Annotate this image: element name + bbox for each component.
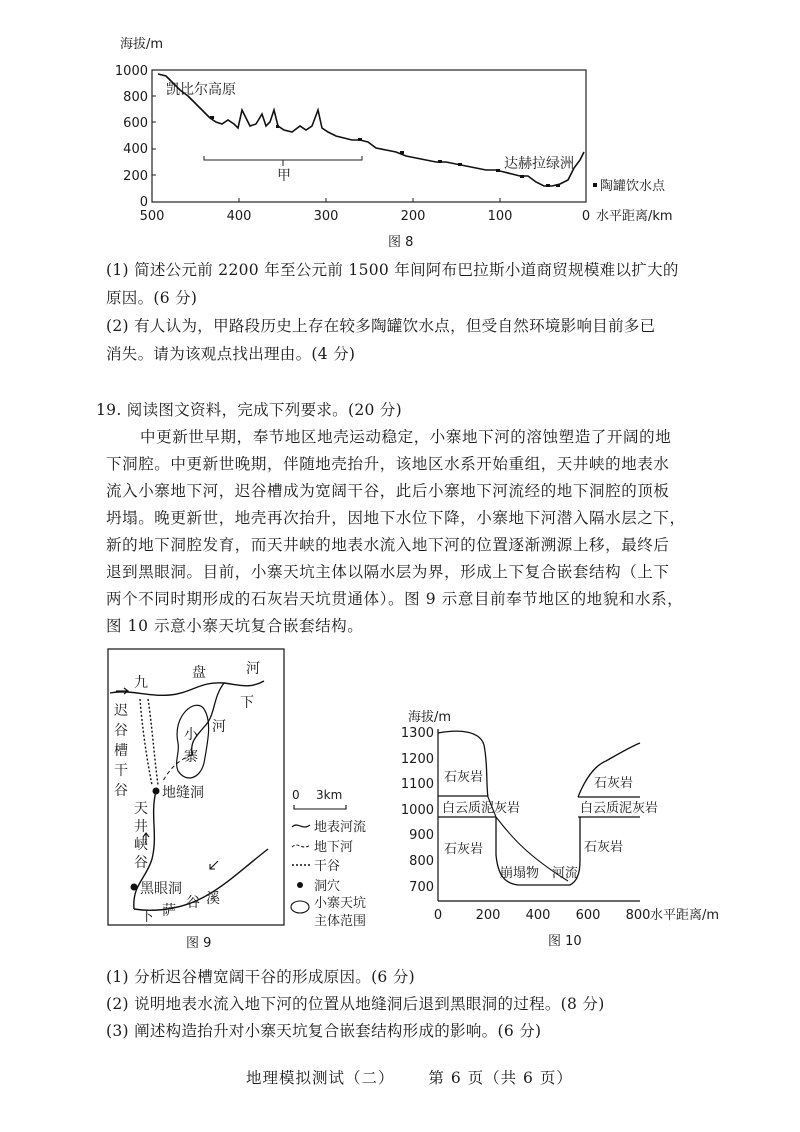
fig10-x-label: 水平距离/m: [650, 908, 720, 923]
fig8-ytick: 1000: [114, 64, 148, 79]
q19-heading: 19. 阅读图文资料，完成下列要求。(20 分): [96, 401, 403, 419]
fig9-scale-km: 3km: [316, 788, 343, 802]
fig10-dolomite-label: 白云质泥灰岩: [442, 801, 521, 816]
q19-passage-line: 两个不同时期形成的石灰岩天坑贯通体）。图 9 示意目前奉节地区的地貌和水系，: [106, 590, 684, 608]
fig9-legend-surface-icon: [292, 825, 310, 827]
fig9-caption: 图 9: [186, 936, 212, 951]
fig8-plateau-label: 凯比尔高原: [166, 82, 236, 98]
fig10-limestone-label: 石灰岩: [594, 776, 634, 791]
fig8-caption: 图 8: [388, 235, 414, 250]
q19-item2: (2) 说明地表水流入地下河的位置从地缝洞后退到黑眼洞的过程。(8 分): [106, 995, 605, 1013]
fig9-saxi-river: [134, 849, 268, 910]
footer: [246, 1066, 573, 1088]
fig10-river-label: 河流: [552, 866, 579, 881]
fig10-limestone-label: 石灰岩: [584, 840, 624, 855]
q19-passage-line: 中更新世早期，奉节地区地壳运动稳定，小寨地下河的溶蚀塑造了开阔的地: [140, 428, 672, 446]
fig9-cave-difeng: [153, 788, 160, 795]
fig10-ytick: 1200: [400, 752, 434, 767]
fig10-dolomite-label: 白云质泥灰岩: [580, 801, 659, 816]
fig8-ytick: 200: [123, 169, 148, 184]
q18-item1: (1) 简述公元前 2200 年至公元前 1500 年间阿布巴拉斯小道商贸规模难以扩大的: [106, 261, 679, 279]
fig10-ytick: 700: [409, 880, 434, 895]
fig10-xtick: 0: [433, 908, 443, 923]
fig10-ytick: 1300: [400, 726, 434, 741]
fig9-cave-heiyan: [131, 884, 138, 891]
fig8-ytick: 400: [123, 142, 148, 157]
figure-10-section: [400, 705, 760, 955]
fig9-chigucao-label: 谷: [114, 723, 128, 739]
fig9-xiaozhai-label: 小: [184, 727, 198, 743]
fig9-legend-label: 主体范围: [314, 914, 367, 929]
fig9-scale-zero: 0: [292, 788, 300, 802]
fig9-cave-label: 地缝洞: [162, 785, 204, 801]
footer-page: 第 6 页（共 6 页）: [428, 1069, 573, 1087]
fig10-limestone-label: 石灰岩: [444, 770, 484, 785]
fig8-legend-point-label: 陶罐饮水点: [600, 179, 666, 194]
fig8-xtick: 200: [400, 209, 426, 224]
fig9-legend-label: 洞穴: [314, 879, 341, 894]
fig9-legend-label: 小寨天坑: [314, 896, 367, 911]
fig9-legend-underground-icon: [292, 845, 310, 847]
fig9-chigucao-label: 谷: [114, 783, 128, 799]
fig9-sa-label: 萨: [162, 903, 176, 919]
fig9-river-label: 河: [246, 661, 260, 677]
fig9-xiagu-label: 谷: [186, 895, 200, 911]
fig9-scale-bar: [294, 805, 346, 809]
fig9-cave-label: 黑眼洞: [140, 881, 182, 897]
fig8-y-label: 海拔/m: [120, 37, 164, 52]
fig8-xtick: 300: [313, 209, 339, 224]
fig8-xtick: 400: [226, 209, 252, 224]
fig10-collapse-label: 崩塌物: [500, 866, 540, 881]
fig10-ytick: 1000: [400, 803, 434, 818]
fig9-legend-label: 地表河流: [314, 820, 367, 835]
fig10-ytick: 1100: [400, 777, 434, 792]
fig10-xtick: 800: [625, 908, 651, 923]
fig9-river-label: 盘: [192, 665, 206, 681]
fig9-tianjingxia-label: 井: [134, 819, 148, 835]
fig9-xi-label: 溪: [206, 891, 220, 907]
fig8-ytick: 0: [139, 195, 148, 210]
fig9-legend-area-icon: [291, 901, 309, 913]
fig8-segment-bracket: [204, 156, 362, 160]
q19-passage-line: 图 10 示意小寨天坑复合嵌套结构。: [106, 617, 364, 635]
q19-passage-line: 退到黑眼洞。目前，小寨天坑主体以隔水层为界，形成上下复合嵌套结构（上下: [106, 563, 670, 581]
fig10-left-surface: [438, 731, 488, 797]
fig10-xtick: 600: [575, 908, 601, 923]
fig9-chigucao-label: 干: [114, 763, 128, 779]
fig9-tianjingxia-label: 天: [134, 801, 148, 817]
fig9-chigucao-label: 迟: [114, 703, 128, 719]
q18-item2-cont: 消失。请为该观点找出理由。(4 分): [106, 345, 356, 363]
fig8-legend-point-icon: [593, 183, 597, 187]
fig10-y-label: 海拔/m: [408, 710, 452, 725]
fig9-legend-label: 干谷: [314, 859, 341, 874]
q19-passage-line: 新的地下洞腔发育，而天井峡的地表水流入地下河的位置逐渐溯源上移，最终后: [106, 536, 670, 554]
fig9-river-label: 九: [134, 675, 148, 691]
fig9-legend-cave-icon: [297, 882, 303, 888]
fig9-xiaozhai-label: 寨: [184, 749, 198, 765]
q19-passage-line: 坍塌。晚更新世，地壳再次抬升，因地下水位下降，小寨地下河潜入隔水层之下，: [106, 509, 686, 527]
fig10-ytick: 900: [409, 828, 434, 843]
q18-item2: (2) 有人认为，甲路段历史上存在较多陶罐饮水点，但受自然环境影响目前多已: [106, 317, 656, 335]
fig9-chigucao-label: 槽: [114, 743, 128, 759]
figure-8-profile: [100, 30, 740, 260]
fig8-segment-label: 甲: [277, 168, 291, 184]
fig10-caption: 图 10: [548, 934, 582, 949]
fig8-x-label: 水平距离/km: [596, 209, 673, 224]
q19-passage-line: 流入小寨地下河，迟谷槽成为宽阔干谷，此后小寨地下河流经的地下洞腔的顶板: [106, 482, 670, 500]
q19-item3: (3) 阐述构造抬升对小寨天坑复合嵌套结构形成的影响。(6 分): [106, 1022, 542, 1040]
fig8-ytick: 600: [123, 116, 148, 131]
fig10-limestone-label: 石灰岩: [444, 842, 484, 857]
q19-passage-line: 下洞腔。中更新世晚期，伴随地壳抬升，该地区水系开始重组，天井峡的地表水: [106, 455, 670, 473]
footer-title: 地理模拟测试（二）: [246, 1069, 395, 1087]
q18-item1-cont: 原因。(6 分): [106, 289, 198, 307]
fig10-xtick: 200: [475, 908, 501, 923]
q19-passage: [106, 424, 746, 640]
fig8-ytick: 800: [123, 90, 148, 105]
fig8-xtick: 0: [581, 209, 591, 224]
q19-item1: (1) 分析迟谷槽宽阔干谷的形成原因。(6 分): [106, 968, 415, 986]
fig9-river-label: 河: [212, 719, 226, 735]
fig9-tianjingxia-label: 谷: [134, 855, 148, 871]
fig9-river-label: 下: [240, 695, 254, 711]
fig9-xiagu-label: 下: [140, 909, 154, 925]
fig9-legend-label: 地下河: [314, 840, 354, 855]
fig8-xtick: 500: [139, 209, 165, 224]
fig8-water-points: [210, 116, 560, 187]
fig8-xtick: 100: [487, 209, 513, 224]
fig10-xtick: 400: [525, 908, 551, 923]
figure-9-map: [100, 645, 420, 955]
fig9-tianjingxia-label: 峡: [134, 837, 148, 853]
fig10-ytick: 800: [409, 854, 434, 869]
fig8-oasis-label: 达赫拉绿洲: [504, 156, 574, 172]
